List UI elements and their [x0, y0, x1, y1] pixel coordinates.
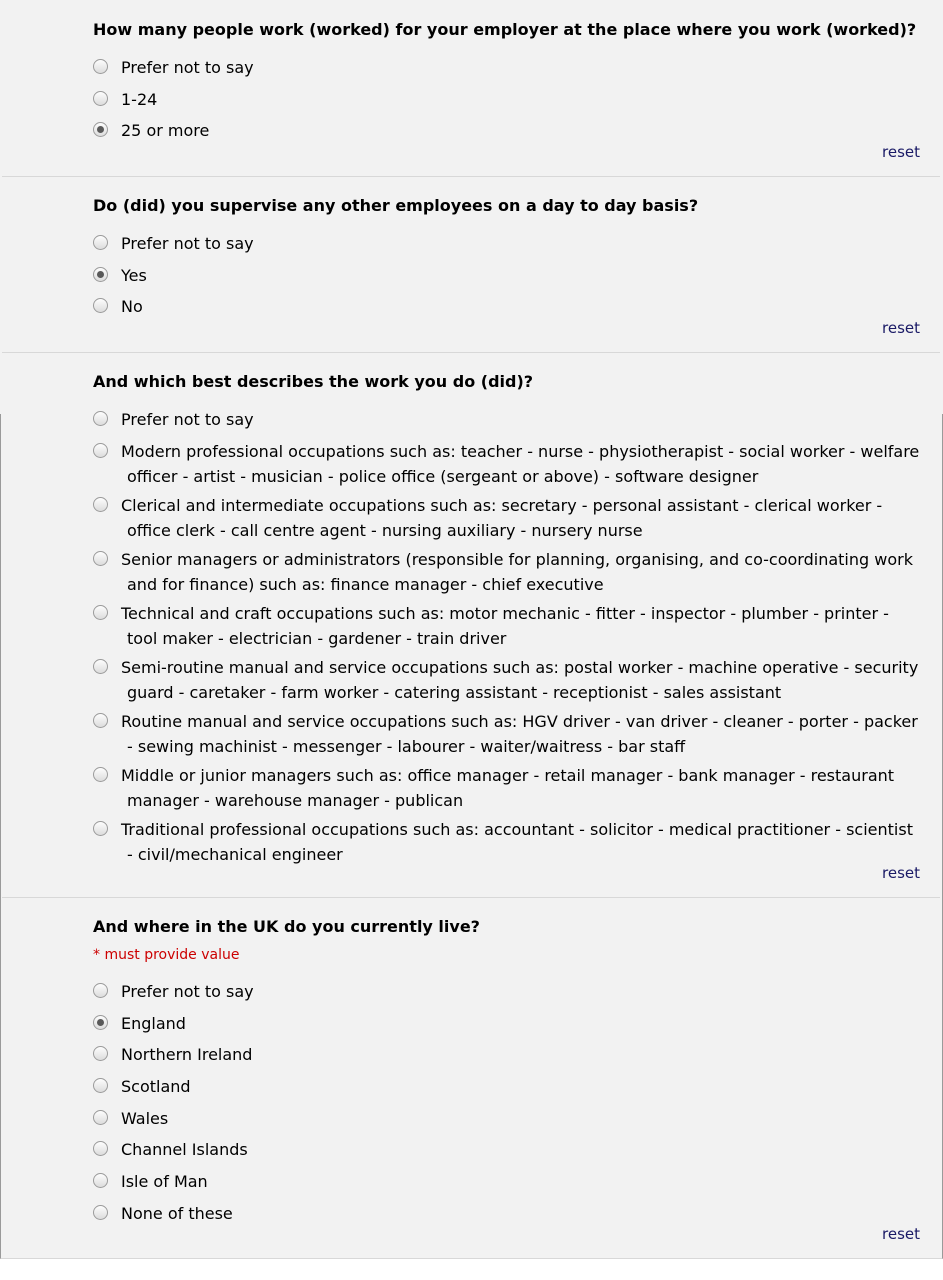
radio-button[interactable] [93, 1110, 108, 1125]
option-label: Clerical and intermediate occupations such as: secretary - personal assistant - clerical worker - office clerk - call centre agent - nursing auxiliary - nursery nurse [121, 496, 883, 540]
radio-button[interactable] [93, 983, 108, 998]
option-label: Scotland [121, 1077, 191, 1096]
option-label: Channel Islands [121, 1140, 248, 1159]
radio-button-selected[interactable] [93, 267, 108, 282]
radio-option[interactable] [93, 763, 923, 813]
radio-button[interactable] [93, 298, 108, 313]
option-label: Middle or junior managers such as: office manager - retail manager - bank manager - restaurant manager - warehouse manager - publican [121, 766, 895, 810]
radio-option[interactable] [93, 231, 923, 256]
radio-option[interactable] [93, 118, 923, 143]
option-label: Routine manual and service occupations such as: HGV driver - van driver - cleaner - porter - packer - sewing machinist - messenger - labourer - waiter/waitress - bar staff [121, 712, 918, 756]
option-label: 1-24 [121, 90, 158, 109]
option-label: Prefer not to say [121, 982, 254, 1001]
option-label: Yes [121, 266, 147, 285]
radio-option[interactable] [93, 439, 923, 489]
radio-button[interactable] [93, 443, 108, 458]
radio-option[interactable] [93, 1106, 923, 1131]
option-label: Technical and craft occupations such as: motor mechanic - fitter - inspector - plumber - printer - tool maker - electrician - gardener - train driver [121, 604, 889, 648]
radio-option[interactable] [93, 1011, 923, 1036]
radio-button[interactable] [93, 235, 108, 250]
radio-button[interactable] [93, 1141, 108, 1156]
reset-link[interactable]: reset [882, 143, 920, 161]
radio-option[interactable] [93, 493, 923, 543]
option-label: No [121, 297, 143, 316]
radio-option[interactable] [93, 601, 923, 651]
radio-button[interactable] [93, 551, 108, 566]
radio-option[interactable] [93, 817, 923, 867]
radio-button[interactable] [93, 659, 108, 674]
question-uk-region [2, 898, 940, 1259]
question-occupation [2, 353, 940, 898]
radio-option[interactable] [93, 1074, 923, 1099]
reset-link[interactable]: reset [882, 864, 920, 882]
radio-button[interactable] [93, 497, 108, 512]
radio-button-selected[interactable] [93, 1015, 108, 1030]
question-employer-size [2, 0, 940, 177]
option-label: Traditional professional occupations such as: accountant - solicitor - medical practitioner - scientist - civil/mechanical engineer [121, 820, 913, 864]
radio-option[interactable] [93, 709, 923, 759]
option-label: Northern Ireland [121, 1045, 253, 1064]
radio-button[interactable] [93, 59, 108, 74]
option-label: 25 or more [121, 121, 210, 140]
radio-option[interactable] [93, 1169, 923, 1194]
radio-option[interactable] [93, 1137, 923, 1162]
radio-option[interactable] [93, 87, 923, 112]
radio-option[interactable] [93, 407, 923, 432]
radio-button[interactable] [93, 821, 108, 836]
option-label: Semi-routine manual and service occupations such as: postal worker - machine operative - security guard - caretaker - farm worker - catering assistant - receptionist - sales assistant [121, 658, 919, 702]
radio-option[interactable] [93, 294, 923, 319]
radio-option[interactable] [93, 547, 923, 597]
reset-link[interactable]: reset [882, 319, 920, 337]
radio-option[interactable] [93, 979, 923, 1004]
radio-button[interactable] [93, 1078, 108, 1093]
question-title: Do (did) you supervise any other employees on a day to day basis? [93, 196, 699, 215]
option-label: Senior managers or administrators (responsible for planning, organising, and co-coordinating work and for finance) such as: finance manager - chief executive [121, 550, 913, 594]
radio-option[interactable] [93, 1042, 923, 1067]
radio-option[interactable] [93, 655, 923, 705]
option-label: None of these [121, 1204, 233, 1223]
radio-button-selected[interactable] [93, 122, 108, 137]
question-title: And which best describes the work you do (did)? [93, 372, 534, 391]
radio-button[interactable] [93, 713, 108, 728]
radio-button[interactable] [93, 1046, 108, 1061]
radio-option[interactable] [93, 1201, 923, 1226]
question-title: And where in the UK do you currently live? [93, 917, 480, 936]
radio-button[interactable] [93, 1205, 108, 1220]
option-label: Wales [121, 1109, 169, 1128]
option-label: Prefer not to say [121, 58, 254, 77]
radio-option[interactable] [93, 263, 923, 288]
required-note: * must provide value [93, 947, 240, 963]
question-title: How many people work (worked) for your employer at the place where you work (worked)? [93, 20, 917, 39]
radio-button[interactable] [93, 411, 108, 426]
radio-button[interactable] [93, 605, 108, 620]
option-label: England [121, 1014, 186, 1033]
option-label: Isle of Man [121, 1172, 208, 1191]
radio-button[interactable] [93, 1173, 108, 1188]
option-label: Modern professional occupations such as: teacher - nurse - physiotherapist - social worker - welfare officer - artist - musician - police office (sergeant or above) - software designer [121, 442, 920, 486]
question-supervise [2, 177, 940, 353]
radio-button[interactable] [93, 91, 108, 106]
option-label: Prefer not to say [121, 234, 254, 253]
radio-option[interactable] [93, 55, 923, 80]
option-label: Prefer not to say [121, 410, 254, 429]
radio-button[interactable] [93, 767, 108, 782]
reset-link[interactable]: reset [882, 1225, 920, 1243]
